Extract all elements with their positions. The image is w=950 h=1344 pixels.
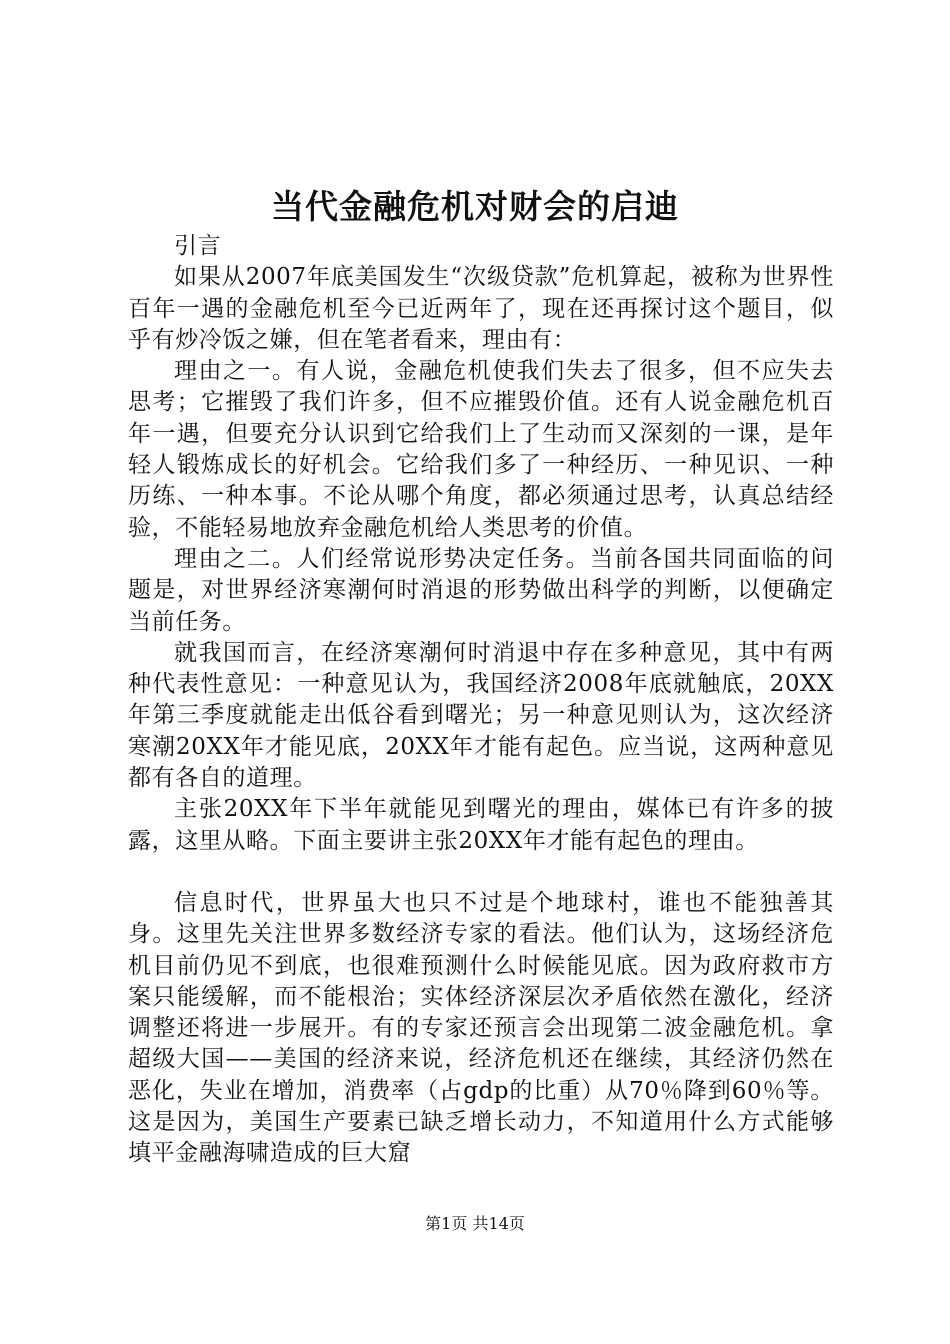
paragraph: 信息时代，世界虽大也只不过是个地球村，谁也不能独善其身。这里先关注世界多数经济专家的看法。他们认为，这场经济危机目前仍见不到底，也很难预测什么时候能见底。因为政府救市方案只能缓解，而不能根治；实体经济深层次矛盾依然在激化，经济调整还将进一步展开。有的专家还预言会出现第二波金融危机。拿超级大国——美国的经济来说，经济危机还在继续，其经济仍然在恶化，失业在增加，消费率（占gdp的比重）从70％降到60％等。这是因为，美国生产要素已缺乏增长动力，不知道用什么方式能够填平金融海啸造成的巨大窟 [128,889,834,1167]
paragraph: 如果从2007年底美国发生“次级贷款”危机算起，被称为世界性百年一遇的金融危机至今已近两年了，现在还再探讨这个题目，似乎有炒冷饭之嫌，但在笔者看来，理由有： [128,264,834,353]
paragraph-intro-heading: 引言 [174,233,222,259]
paragraph: 就我国而言，在经济寒潮何时消退中存在多种意见，其中有两种代表性意见：一种意见认为，我国经济2008年底就触底，20XX年第三季度就能走出低谷看到曙光；另一种意见则认为，这次经济寒潮20XX年才能见底，20XX年才能有起色。应当说，这两种意见都有各自的道理。 [128,639,834,792]
paragraph: 理由之一。有人说，金融危机使我们失去了很多，但不应失去思考；它摧毁了我们许多，但不应摧毁价值。还有人说金融危机百年一遇，但要充分认识到它给我们上了生动而又深刻的一课，是年轻人锻炼成长的好机会。它给我们多了一种经历、一种见识、一种历练、一种本事。不论从哪个角度，都必须通过思考，认真总结经验，不能轻易地放弃金融危机给人类思考的价值。 [128,358,834,541]
page-footer: 第1页 共14页 [425,1214,525,1233]
document-body [128,231,834,1170]
paragraph: 主张20XX年下半年就能见到曙光的理由，媒体已有许多的披露，这里从略。下面主要讲主张20XX年才能有起色的理由。 [128,796,834,854]
paragraph: 理由之二。人们经常说形势决定任务。当前各国共同面临的问题是，对世界经济寒潮何时消退的形势做出科学的判断，以便确定当前任务。 [128,545,834,635]
paragraph-spacer [128,857,834,888]
document-title: 当代金融危机对财会的启迪 [271,187,679,226]
